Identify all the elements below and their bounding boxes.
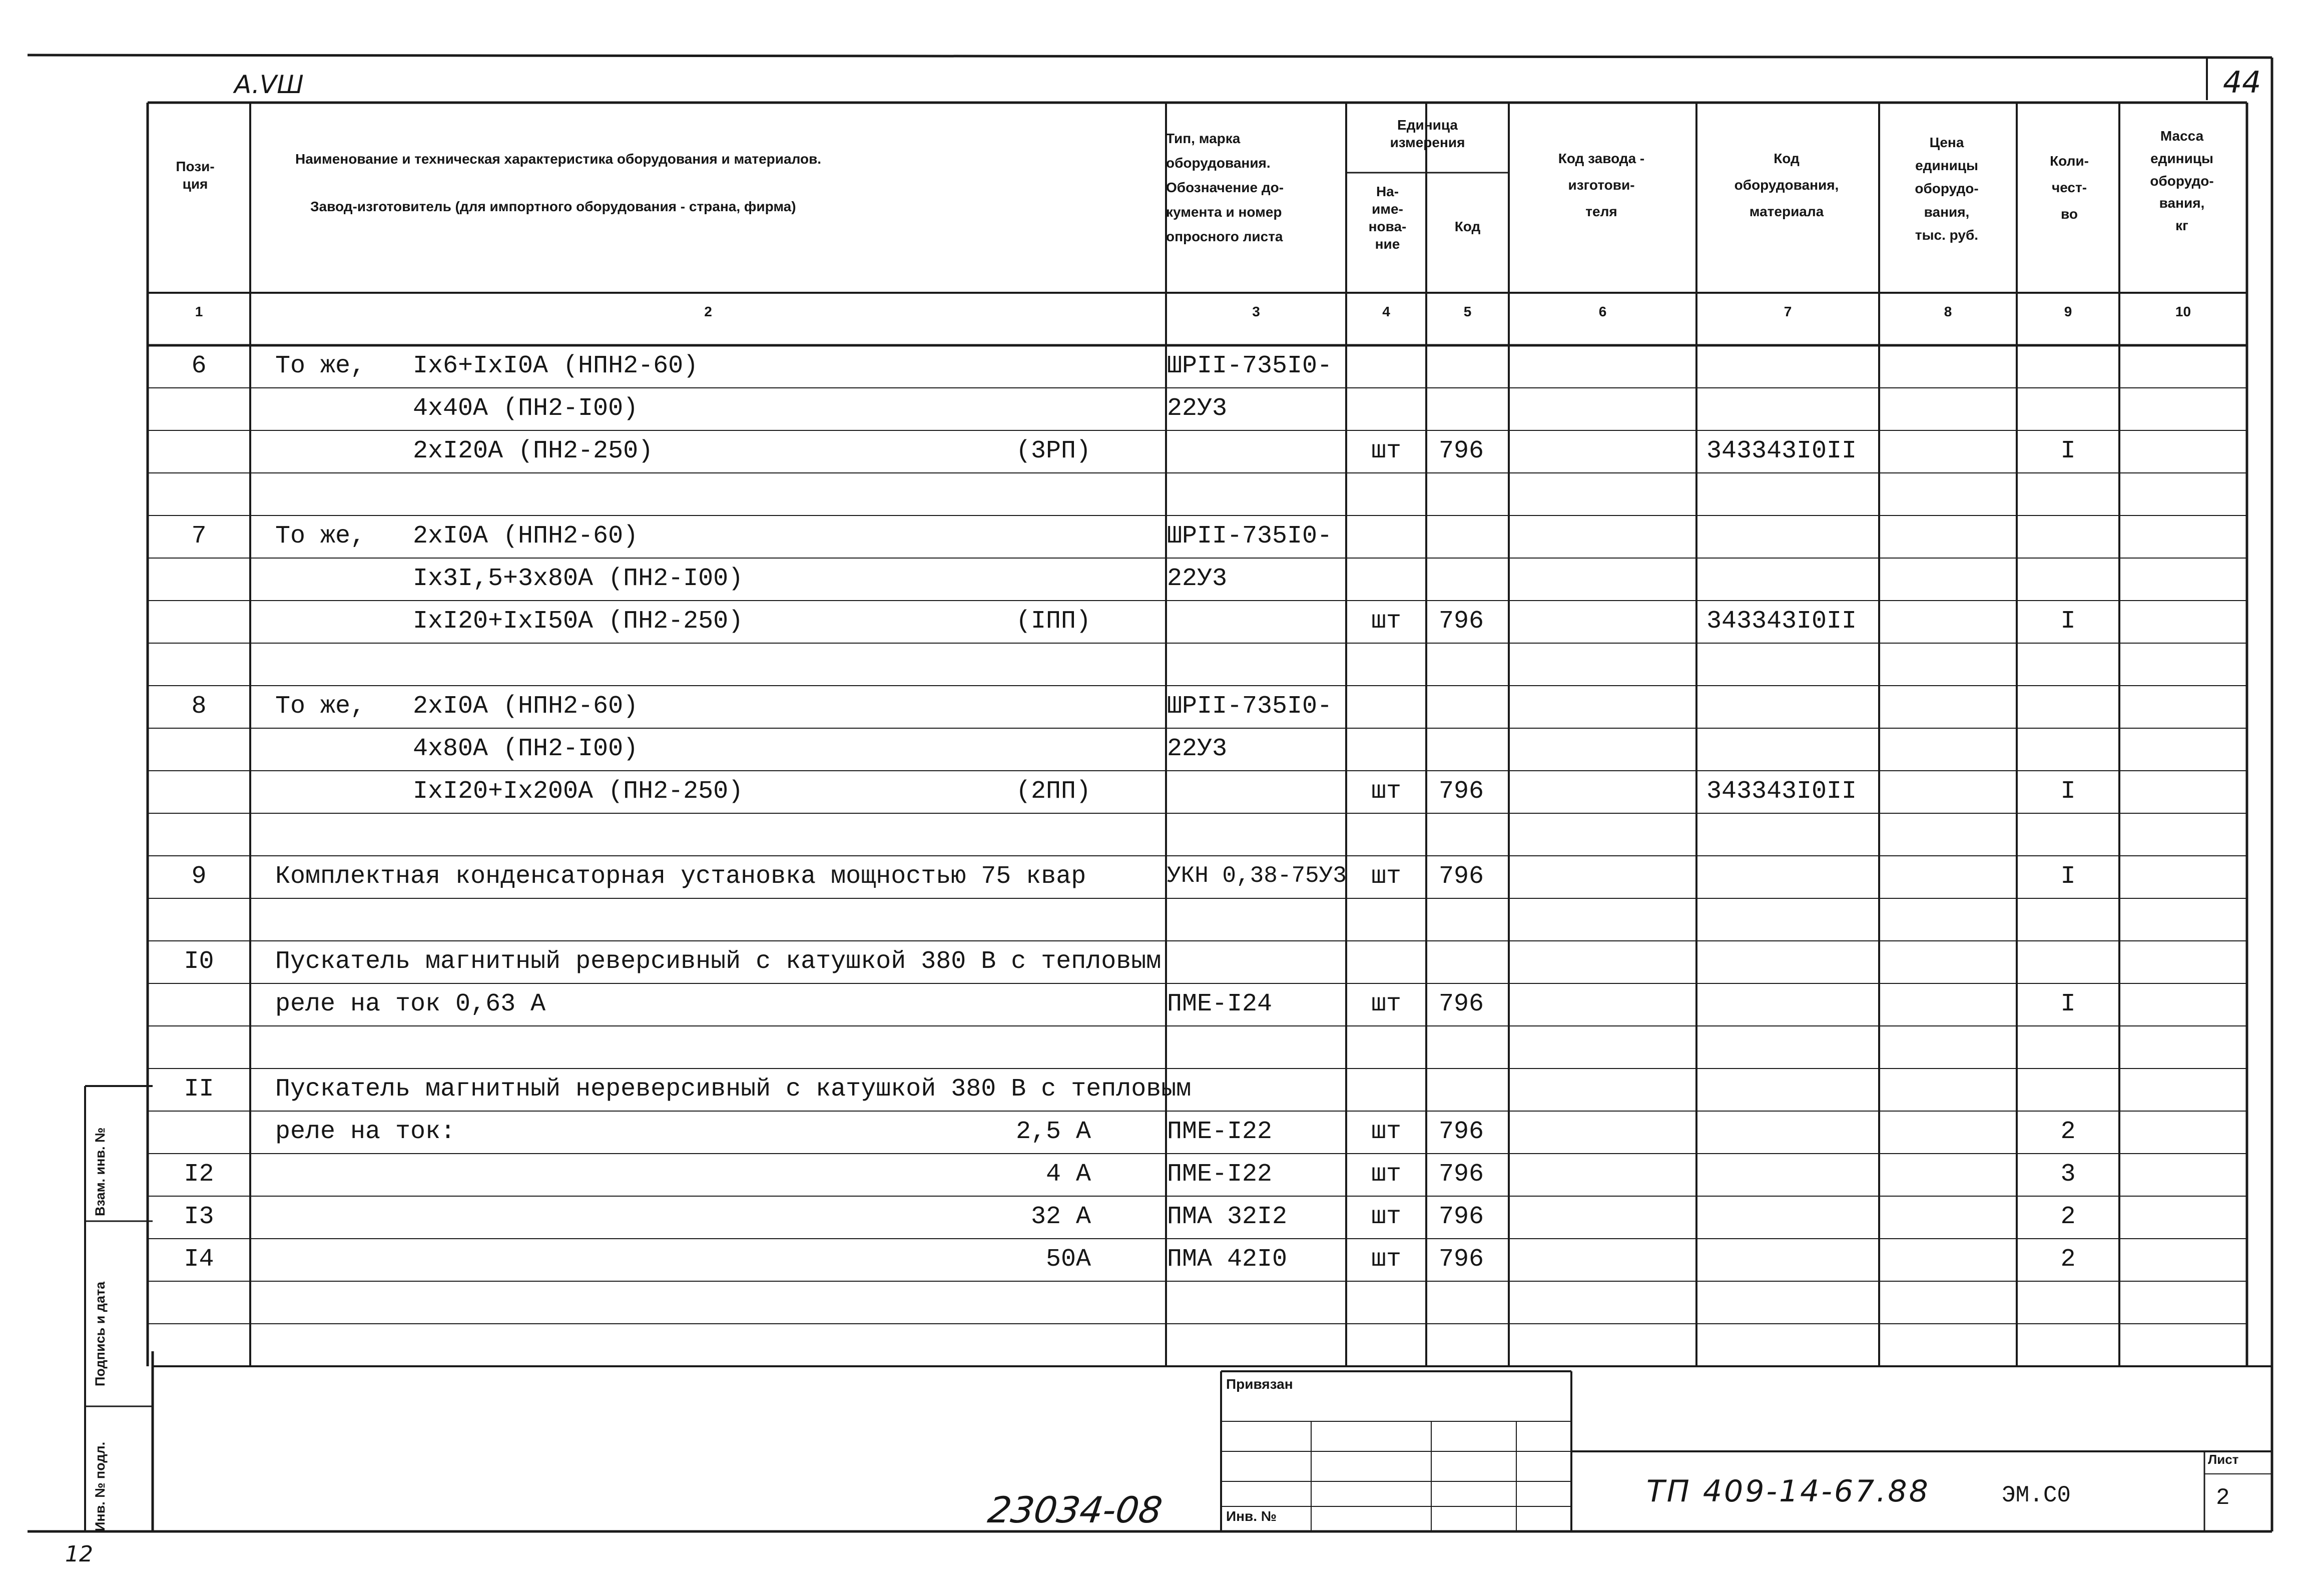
row-name: Комплектная конденсаторная установка мощностью 75 квар xyxy=(275,862,1086,891)
row-unit: шт xyxy=(1371,1245,1401,1274)
column-number-10: 10 xyxy=(2175,304,2191,319)
column-number-5: 5 xyxy=(1463,304,1472,319)
row-quantity: 2 xyxy=(2060,1245,2076,1274)
row-quantity: I xyxy=(2060,437,2076,465)
column-number-1: 1 xyxy=(195,304,203,319)
header-equipment-code: Код оборудования, материала xyxy=(1734,151,1839,220)
row-note: 32 А xyxy=(1030,1203,1091,1231)
row-unit: шт xyxy=(1371,607,1401,636)
column-number-7: 7 xyxy=(1784,304,1792,319)
row-note: (IПП) xyxy=(1015,607,1091,636)
row-note: (3РП) xyxy=(1015,437,1091,465)
row-quantity: I xyxy=(2060,990,2076,1018)
row-unit: шт xyxy=(1371,990,1401,1018)
row-unit: шт xyxy=(1371,1160,1401,1189)
row-unit-code: 796 xyxy=(1439,862,1484,891)
row-unit-code: 796 xyxy=(1439,437,1484,465)
row-spec: 2хI20А (ПН2-250) xyxy=(413,437,654,465)
row-position: I0 xyxy=(184,947,214,976)
row-quantity: 2 xyxy=(2060,1203,2076,1231)
row-spec: 2хI0А (НПН2-60) xyxy=(413,692,639,721)
row-type: ШРII-735I0- xyxy=(1167,352,1333,380)
tied-label: Привязан xyxy=(1226,1376,1293,1392)
row-type: 22У3 xyxy=(1167,735,1228,763)
header-position: Пози- ция xyxy=(176,159,215,192)
header-name: Наименование и техническая характеристика оборудования и материалов. xyxy=(295,151,822,167)
row-unit: шт xyxy=(1371,1118,1401,1146)
margin-mark: 12 xyxy=(65,1541,93,1567)
row-position: 8 xyxy=(191,692,207,721)
row-name: То же, xyxy=(275,522,366,551)
row-position: II xyxy=(184,1075,214,1104)
header-factory-code: Код завода - изготови- теля xyxy=(1558,151,1645,220)
header-type: Тип, марка оборудования. Обозначение до- кумента и номер опросного листа xyxy=(1166,131,1284,244)
header-manufacturer: Завод-изготовитель (для импортного оборудования - страна, фирма) xyxy=(310,199,796,214)
row-note: 2,5 А xyxy=(1015,1118,1091,1146)
row-position: I4 xyxy=(184,1245,214,1274)
inv-number-label: Инв. № xyxy=(1226,1508,1277,1524)
row-type: ШРII-735I0- xyxy=(1167,692,1333,721)
row-quantity: I xyxy=(2060,777,2076,806)
row-unit: шт xyxy=(1371,777,1401,806)
section-code: ЭМ.С0 xyxy=(2002,1482,2071,1508)
row-quantity: 2 xyxy=(2060,1118,2076,1146)
row-spec: 2хI0А (НПН2-60) xyxy=(413,522,639,551)
row-type: 22У3 xyxy=(1167,565,1228,593)
row-type: ПМА 42I0 xyxy=(1167,1245,1288,1274)
row-quantity: I xyxy=(2060,862,2076,891)
row-equipment-code: 343343I0II xyxy=(1706,777,1857,806)
row-name: Пускатель магнитный нереверсивный с катушкой 380 В с тепловым xyxy=(275,1075,1192,1104)
header-mass: Масса единицы оборудо- вания, кг xyxy=(2150,128,2214,234)
row-position: 9 xyxy=(191,862,207,891)
column-number-6: 6 xyxy=(1598,304,1607,319)
row-unit: шт xyxy=(1371,862,1401,891)
row-position: 6 xyxy=(191,352,207,380)
row-type: ПМА 32I2 xyxy=(1167,1203,1288,1231)
column-number-2: 2 xyxy=(704,304,712,319)
stamp-replacement-inv: Взам. инв. № xyxy=(93,1127,108,1216)
row-type: УКН 0,38-75У3 xyxy=(1167,863,1347,889)
stamp-signature-date: Подпись и дата xyxy=(93,1281,108,1386)
handwritten-number: 23034-08 xyxy=(985,1489,1165,1531)
row-spec: Iх6+IхI0А (НПН2-60) xyxy=(413,352,699,380)
row-spec: IхI20+IхI50А (ПН2-250) xyxy=(413,607,744,636)
drawing-code: ТП 409-14-67.88 xyxy=(1646,1474,1930,1509)
row-equipment-code: 343343I0II xyxy=(1706,607,1857,636)
row-position: I2 xyxy=(184,1160,214,1189)
header-unit: Единица измерения xyxy=(1390,117,1465,150)
row-unit-code: 796 xyxy=(1439,1245,1484,1274)
row-type: ПМЕ-I24 xyxy=(1167,990,1273,1018)
page-number: 44 xyxy=(2223,65,2261,100)
column-number-8: 8 xyxy=(1944,304,1952,319)
column-number-9: 9 xyxy=(2064,304,2072,319)
row-unit-code: 796 xyxy=(1439,990,1484,1018)
row-unit-code: 796 xyxy=(1439,1160,1484,1189)
row-name: реле на ток 0,63 А xyxy=(275,990,546,1018)
row-position: I3 xyxy=(184,1203,214,1231)
row-unit: шт xyxy=(1371,1203,1401,1231)
header-price: Цена единицы оборудо- вания, тыс. руб. xyxy=(1915,135,1979,243)
row-name: Пускатель магнитный реверсивный с катушкой 380 В с тепловым xyxy=(275,947,1162,976)
row-spec: 4х80А (ПН2-I00) xyxy=(413,735,639,763)
row-type: ПМЕ-I22 xyxy=(1167,1118,1273,1146)
row-note: 50А xyxy=(1045,1245,1091,1274)
row-note: 4 А xyxy=(1045,1160,1091,1189)
row-spec: 4х40А (ПН2-I00) xyxy=(413,394,639,423)
column-number-3: 3 xyxy=(1252,304,1260,319)
column-number-4: 4 xyxy=(1382,304,1390,319)
row-name: То же, xyxy=(275,692,366,721)
row-unit-code: 796 xyxy=(1439,1203,1484,1231)
row-unit: шт xyxy=(1371,437,1401,465)
row-quantity: I xyxy=(2060,607,2076,636)
stamp-inv-original: Инв. № подл. xyxy=(93,1441,108,1531)
row-name: То же, xyxy=(275,352,366,380)
row-spec: Iх3I,5+3х80А (ПН2-I00) xyxy=(413,565,744,593)
row-position: 7 xyxy=(191,522,207,551)
archive-mark: A.VШ xyxy=(234,70,304,99)
row-unit-code: 796 xyxy=(1439,607,1484,636)
header-unit-code: Код xyxy=(1454,219,1481,234)
header-unit-name: На- име- нова- ние xyxy=(1368,184,1407,252)
sheet-label: Лист xyxy=(2208,1452,2239,1467)
header-quantity: Коли- чест- во xyxy=(2050,153,2089,222)
row-type: ШРII-735I0- xyxy=(1167,522,1333,551)
row-unit-code: 796 xyxy=(1439,1118,1484,1146)
row-quantity: 3 xyxy=(2060,1160,2076,1189)
row-name: реле на ток: xyxy=(275,1118,456,1146)
row-unit-code: 796 xyxy=(1439,777,1484,806)
row-note: (2ПП) xyxy=(1015,777,1091,806)
row-equipment-code: 343343I0II xyxy=(1706,437,1857,465)
row-type: 22У3 xyxy=(1167,394,1228,423)
row-type: ПМЕ-I22 xyxy=(1167,1160,1273,1189)
row-spec: IхI20+Iх200А (ПН2-250) xyxy=(413,777,744,806)
sheet-number: 2 xyxy=(2216,1485,2230,1511)
